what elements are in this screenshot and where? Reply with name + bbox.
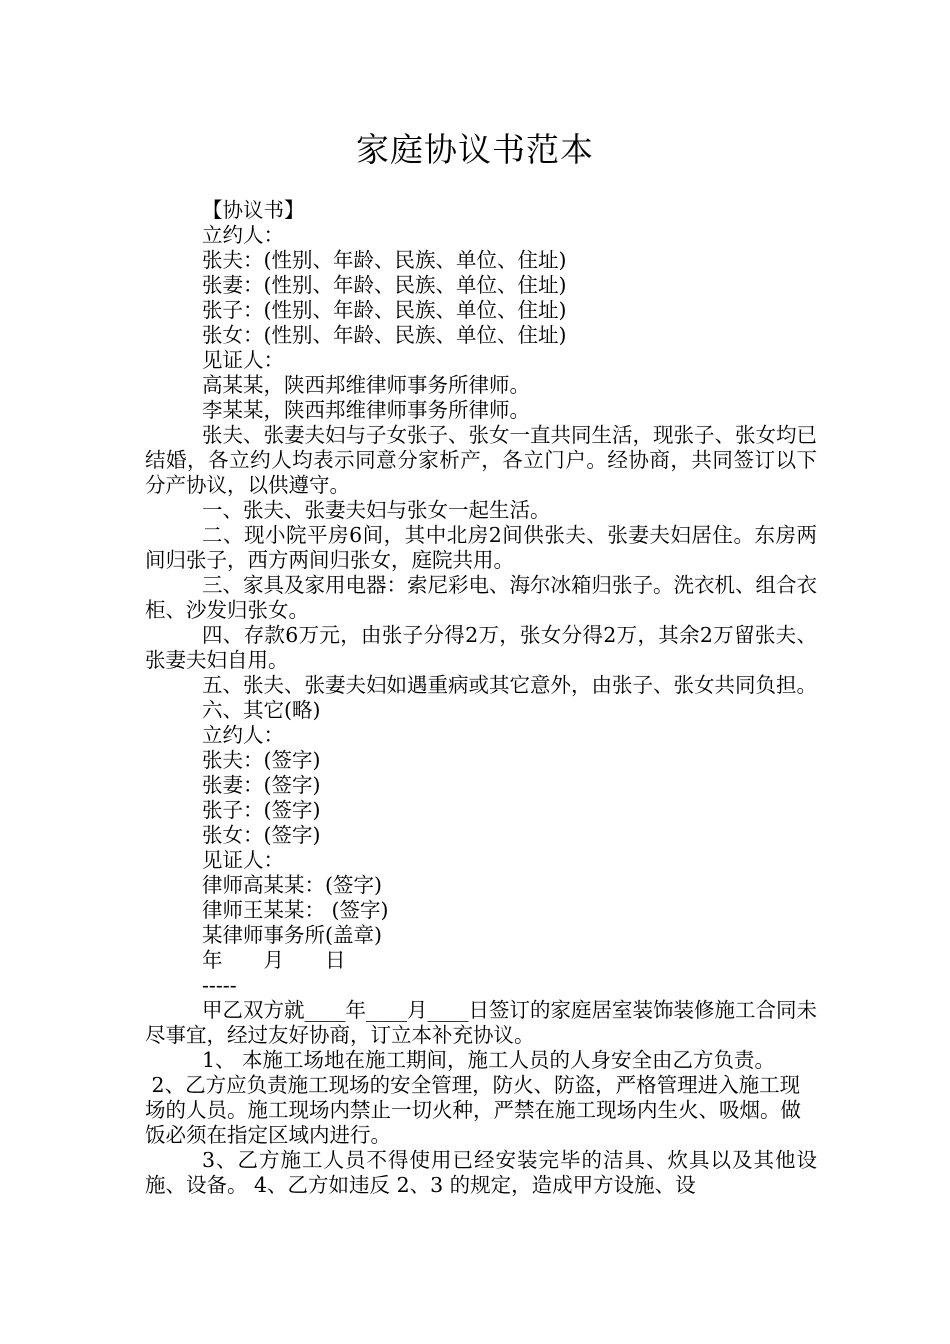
party-wife: 张妻：(性别、年龄、民族、单位、住址) — [202, 273, 567, 297]
clause-6: 六、其它(略) — [202, 698, 321, 722]
supplement-intro: 甲乙双方就____年____月____日签订的家庭居室装饰装修施工合同未尽事宜，经过友好协商，订立本补充协议。 — [145, 998, 817, 1047]
signature-daughter: 张女：(签字) — [202, 823, 321, 847]
supplement-item-1: 1、 本施工场地在施工期间，施工人员的人身安全由乙方负责。 — [202, 1048, 776, 1072]
clause-1: 一、张夫、张妻夫妇与张女一起生活。 — [202, 498, 551, 522]
clause-3: 三、家具及家用电器：索尼彩电、海尔冰箱归张子。洗衣机、组合衣柜、沙发归张女。 — [145, 573, 817, 622]
party-husband: 张夫：(性别、年龄、民族、单位、住址) — [202, 248, 567, 272]
witness-label: 见证人： — [202, 348, 284, 372]
intro-paragraph: 张夫、张妻夫妇与子女张子、张女一直共同生活，现张子、张女均已结婚，各立约人均表示同意分家析产，各立门户。经协商，共同签订以下分产协议，以供遵守。 — [145, 423, 817, 497]
law-firm-seal: 某律师事务所(盖章) — [202, 923, 382, 947]
supplement-item-3: 3、乙方施工人员不得使用已经安装完毕的洁具、炊具以及其他设施、设备。 4、乙方如违反 2、3 的规定，造成甲方设施、设 — [145, 1148, 817, 1197]
separator: ----- — [202, 973, 237, 997]
signature-husband: 张夫：(签字) — [202, 748, 321, 772]
party-son: 张子：(性别、年龄、民族、单位、住址) — [202, 298, 567, 322]
agreement-heading: 【协议书】 — [202, 198, 305, 222]
signature-lawyer-gao: 律师高某某：(签字) — [202, 873, 382, 897]
witness-signature-label: 见证人： — [202, 848, 284, 872]
witness-li: 李某某，陕西邦维律师事务所律师。 — [202, 398, 530, 422]
party-daughter: 张女：(性别、年龄、民族、单位、住址) — [202, 323, 567, 347]
signature-son: 张子：(签字) — [202, 798, 321, 822]
signatory-label: 立约人： — [202, 723, 284, 747]
witness-gao: 高某某，陕西邦维律师事务所律师。 — [202, 373, 530, 397]
clause-2: 二、现小院平房6间，其中北房2间供张夫、张妻夫妇居住。东房两间归张子，西方两间归张女，庭院共用。 — [145, 523, 817, 572]
signature-wife: 张妻：(签字) — [202, 773, 321, 797]
document-body — [145, 198, 817, 1198]
date-line: 年 月 日 — [202, 948, 346, 972]
clause-4: 四、存款6万元，由张子分得2万，张女分得2万，其余2万留张夫、张妻夫妇自用。 — [145, 623, 817, 672]
page-title: 家庭协议书范本 — [356, 130, 594, 169]
party-label: 立约人： — [202, 223, 284, 247]
clause-5: 五、张夫、张妻夫妇如遇重病或其它意外，由张子、张女共同负担。 — [202, 673, 817, 697]
signature-lawyer-wang: 律师王某某： (签字) — [202, 898, 389, 922]
supplement-item-2: 2、乙方应负责施工现场的安全管理，防火、防盗，严格管理进入施工现场的人员。施工现场内禁止一切火种，严禁在施工现场内生火、吸烟。做饭必须在指定区域内进行。 — [145, 1073, 801, 1147]
